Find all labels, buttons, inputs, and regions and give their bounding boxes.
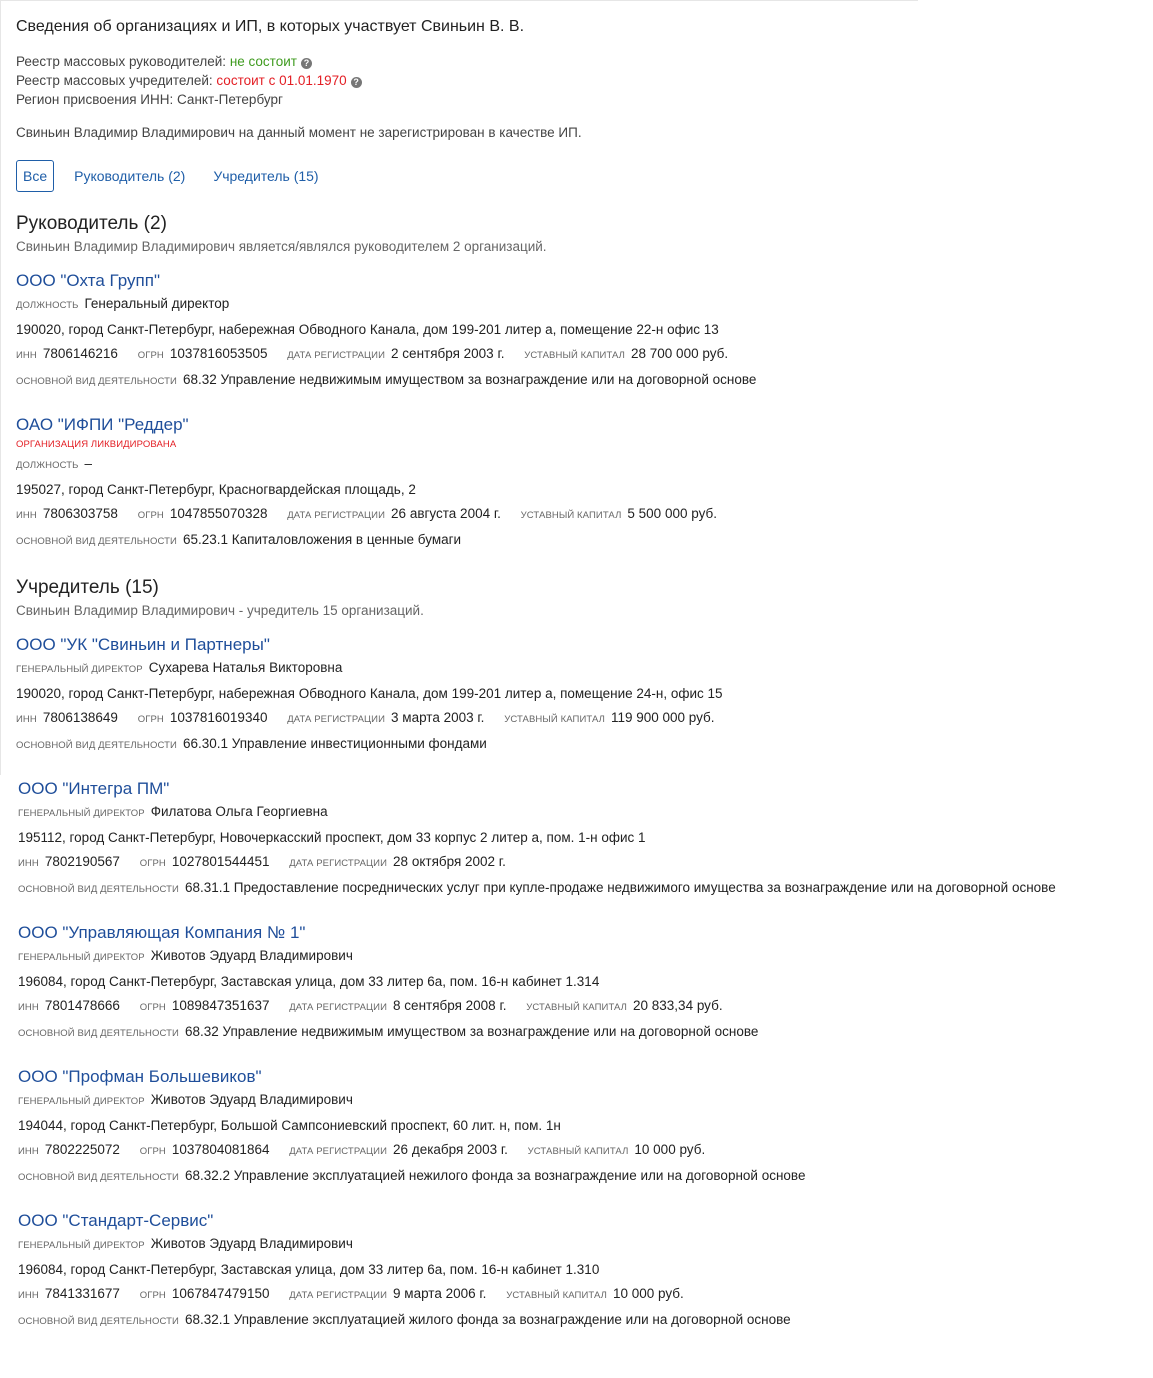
inn-region-row <box>16 90 1146 109</box>
capital-value: 10 000 руб. <box>634 1142 706 1157</box>
address: 195112, город Санкт-Петербург, Новочеркасский проспект, дом 33 корпус 2 литер а, пом. 1-н офис 1 <box>18 830 646 845</box>
mass-founders-value: состоит с 01.01.1970 <box>216 73 347 88</box>
ogrn-value: 1047855070328 <box>169 506 268 521</box>
address: 196084, город Санкт-Петербург, Заставская улица, дом 33 литер 6а, пом. 16-н кабинет 1.310 <box>18 1262 600 1277</box>
capital-label: УСТАВНЫЙ КАПИТАЛ <box>504 714 605 725</box>
activity-value: 68.32.2 Управление эксплуатацией нежилого фонда за вознаграждение или на договорной основе <box>184 1168 806 1183</box>
ogrn-label: ОГРН <box>139 1146 166 1157</box>
ogrn-label: ОГРН <box>139 858 166 869</box>
activity-label: ОСНОВНОЙ ВИД ДЕЯТЕЛЬНОСТИ <box>18 884 179 895</box>
inn-label: ИНН <box>18 1002 39 1013</box>
activity-row <box>16 368 1146 394</box>
activity-value: 68.31.1 Предоставление посреднических услуг при купле-продаже недвижимого имущества за вознаграждение или на договорной основе <box>184 880 1056 895</box>
address: 190020, город Санкт-Петербург, набережная Обводного Канала, дом 199-201 литер а, помещение 24-н, офис 15 <box>16 686 723 701</box>
capital-label: УСТАВНЫЙ КАПИТАЛ <box>524 350 626 361</box>
activity-label: ОСНОВНОЙ ВИД ДЕЯТЕЛЬНОСТИ <box>16 376 177 387</box>
director-section-subtitle: Свиньин Владимир Владимирович является/являлся руководителем 2 организаций. <box>16 239 547 254</box>
address: 190020, город Санкт-Петербург, набережная Обводного Канала, дом 199-201 литер а, помещение 22-н офис 13 <box>16 322 719 337</box>
capital-label: УСТАВНЫЙ КАПИТАЛ <box>526 1002 628 1013</box>
position-row <box>16 452 1146 478</box>
capital-label: УСТАВНЫЙ КАПИТАЛ <box>506 1290 607 1301</box>
inn-value: 7802225072 <box>44 1142 120 1157</box>
inn-label: ИНН <box>16 714 37 725</box>
ogrn-value: 1037816053505 <box>169 346 268 361</box>
inn-region-label: Регион присвоения ИНН: <box>16 92 174 107</box>
org-card <box>16 414 1146 554</box>
reg-date-label: ДАТА РЕГИСТРАЦИИ <box>287 350 386 361</box>
help-icon[interactable]: ? <box>351 77 362 88</box>
requisites-row <box>18 1138 1146 1164</box>
requisites-row <box>16 706 1146 732</box>
founder-section-title: Учредитель (15) <box>16 577 159 598</box>
ogrn-value: 1089847351637 <box>171 998 270 1013</box>
ip-note: Свиньин Владимир Владимирович на данный момент не зарегистрирован в качестве ИП. <box>16 125 582 140</box>
tab-founder[interactable]: Учредитель (15) <box>213 168 319 184</box>
org-name-link[interactable]: ООО "Управляющая Компания № 1" <box>18 923 306 942</box>
reg-date-value: 8 сентября 2008 г. <box>393 998 507 1013</box>
director-section <box>16 212 1146 554</box>
director-value: Животов Эдуард Владимирович <box>150 1236 353 1251</box>
org-name-link[interactable]: ООО "Профман Большевиков" <box>18 1067 262 1086</box>
inn-label: ИНН <box>16 510 37 521</box>
director-row <box>18 800 1146 826</box>
requisites-row <box>16 342 1146 368</box>
mass-directors-value: не состоит <box>229 54 297 69</box>
capital-value: 5 500 000 руб. <box>627 506 717 521</box>
reg-date-value: 26 декабря 2003 г. <box>393 1142 508 1157</box>
content <box>16 0 1146 1334</box>
org-card <box>18 1210 1146 1334</box>
activity-label: ОСНОВНОЙ ВИД ДЕЯТЕЛЬНОСТИ <box>18 1316 179 1327</box>
org-name-link[interactable]: ОАО "ИФПИ "Реддер" <box>16 415 189 434</box>
liquidated-status: ОРГАНИЗАЦИЯ ЛИКВИДИРОВАНА <box>16 439 177 450</box>
inn-label: ИНН <box>18 858 39 869</box>
tab-director[interactable]: Руководитель (2) <box>74 168 186 184</box>
mass-founders-row <box>16 71 1146 90</box>
ogrn-label: ОГРН <box>137 510 164 521</box>
reg-date-label: ДАТА РЕГИСТРАЦИИ <box>287 714 386 725</box>
org-name-link[interactable]: ООО "Интегра ПМ" <box>18 779 170 798</box>
reg-date-value: 9 марта 2006 г. <box>393 1286 487 1301</box>
filter-tabs <box>16 160 1146 192</box>
reg-date-value: 3 марта 2003 г. <box>391 710 485 725</box>
position-label: ДОЛЖНОСТЬ <box>16 460 79 471</box>
position-row <box>16 292 1146 318</box>
registry-info <box>16 52 1146 109</box>
requisites-row <box>16 502 1146 528</box>
reg-date-label: ДАТА РЕГИСТРАЦИИ <box>289 1146 388 1157</box>
org-card <box>18 1066 1146 1190</box>
reg-date-label: ДАТА РЕГИСТРАЦИИ <box>289 1002 388 1013</box>
inn-value: 7841331677 <box>44 1286 120 1301</box>
director-label: ГЕНЕРАЛЬНЫЙ ДИРЕКТОР <box>18 1096 145 1107</box>
director-label: ГЕНЕРАЛЬНЫЙ ДИРЕКТОР <box>16 664 143 675</box>
activity-row <box>16 732 1146 758</box>
page-title: Сведения об организациях и ИП, в которых участвует Свиньин В. В. <box>16 18 525 35</box>
ogrn-value: 1037816019340 <box>169 710 268 725</box>
director-value: Животов Эдуард Владимирович <box>150 1092 353 1107</box>
founder-section <box>16 576 1146 1334</box>
position-value: Генеральный директор <box>84 296 230 311</box>
capital-value: 28 700 000 руб. <box>631 346 729 361</box>
address: 196084, город Санкт-Петербург, Заставская улица, дом 33 литер 6а, пом. 16-н кабинет 1.314 <box>18 974 600 989</box>
reg-date-value: 26 августа 2004 г. <box>391 506 501 521</box>
director-row <box>18 944 1146 970</box>
inn-value: 7801478666 <box>44 998 120 1013</box>
org-card <box>18 778 1146 902</box>
address: 194044, город Санкт-Петербург, Большой Сампсониевский проспект, 60 лит. н, пом. 1н <box>18 1118 561 1133</box>
director-value: Животов Эдуард Владимирович <box>150 948 353 963</box>
requisites-row <box>18 850 1146 876</box>
tab-all[interactable]: Все <box>16 160 54 192</box>
reg-date-value: 2 сентября 2003 г. <box>391 346 505 361</box>
capital-value: 10 000 руб. <box>612 1286 684 1301</box>
activity-value: 68.32.1 Управление эксплуатацией жилого фонда за вознаграждение или на договорной основе <box>184 1312 791 1327</box>
address: 195027, город Санкт-Петербург, Красногвардейская площадь, 2 <box>16 482 416 497</box>
inn-region-value: Санкт-Петербург <box>177 92 283 107</box>
director-value: Филатова Ольга Георгиевна <box>150 804 328 819</box>
activity-label: ОСНОВНОЙ ВИД ДЕЯТЕЛЬНОСТИ <box>16 740 177 751</box>
requisites-row <box>18 994 1146 1020</box>
reg-date-value: 28 октября 2002 г. <box>393 854 506 869</box>
director-row <box>16 656 1146 682</box>
inn-value: 7802190567 <box>44 854 120 869</box>
director-row <box>18 1088 1146 1114</box>
frame-left-border <box>0 0 1 775</box>
director-label: ГЕНЕРАЛЬНЫЙ ДИРЕКТОР <box>18 952 145 963</box>
capital-value: 20 833,34 руб. <box>633 998 723 1013</box>
director-label: ГЕНЕРАЛЬНЫЙ ДИРЕКТОР <box>18 808 145 819</box>
activity-value: 65.23.1 Капиталовложения в ценные бумаги <box>182 532 462 547</box>
inn-value: 7806303758 <box>42 506 118 521</box>
inn-value: 7806138649 <box>42 710 118 725</box>
activity-row <box>18 1308 1146 1334</box>
reg-date-label: ДАТА РЕГИСТРАЦИИ <box>289 1290 388 1301</box>
activity-label: ОСНОВНОЙ ВИД ДЕЯТЕЛЬНОСТИ <box>18 1028 179 1039</box>
ogrn-label: ОГРН <box>139 1290 166 1301</box>
capital-label: УСТАВНЫЙ КАПИТАЛ <box>520 510 622 521</box>
capital-label: УСТАВНЫЙ КАПИТАЛ <box>527 1146 629 1157</box>
inn-label: ИНН <box>18 1290 39 1301</box>
mass-founders-label: Реестр массовых учредителей: <box>16 73 213 88</box>
director-row <box>18 1232 1146 1258</box>
org-name-link[interactable]: ООО "Стандарт-Сервис" <box>18 1211 214 1230</box>
activity-row <box>16 528 1146 554</box>
ogrn-value: 1027801544451 <box>171 854 270 869</box>
ogrn-value: 1067847479150 <box>171 1286 270 1301</box>
org-name-link[interactable]: ООО "УК "Свиньин и Партнеры" <box>16 635 270 654</box>
activity-row <box>18 1020 1146 1046</box>
activity-value: 68.32 Управление недвижимым имуществом за вознаграждение или на договорной основе <box>184 1024 759 1039</box>
inn-label: ИНН <box>18 1146 39 1157</box>
inn-label: ИНН <box>16 350 37 361</box>
director-label: ГЕНЕРАЛЬНЫЙ ДИРЕКТОР <box>18 1240 145 1251</box>
activity-row <box>18 1164 1146 1190</box>
ogrn-value: 1037804081864 <box>171 1142 270 1157</box>
activity-row <box>18 876 1146 902</box>
activity-label: ОСНОВНОЙ ВИД ДЕЯТЕЛЬНОСТИ <box>18 1172 179 1183</box>
inn-value: 7806146216 <box>42 346 118 361</box>
activity-label: ОСНОВНОЙ ВИД ДЕЯТЕЛЬНОСТИ <box>16 536 177 547</box>
reg-date-label: ДАТА РЕГИСТРАЦИИ <box>289 858 388 869</box>
position-value: – <box>84 456 92 471</box>
ogrn-label: ОГРН <box>139 1002 166 1013</box>
org-name-link[interactable]: ООО "Охта Групп" <box>16 271 161 290</box>
position-label: ДОЛЖНОСТЬ <box>16 300 79 311</box>
director-value: Сухарева Наталья Викторовна <box>148 660 343 675</box>
founder-section-subtitle: Свиньин Владимир Владимирович - учредитель 15 организаций. <box>16 603 424 618</box>
capital-value: 119 900 000 руб. <box>610 710 715 725</box>
requisites-row <box>18 1282 1146 1308</box>
org-card <box>18 922 1146 1046</box>
org-card <box>16 270 1146 394</box>
reg-date-label: ДАТА РЕГИСТРАЦИИ <box>287 510 386 521</box>
ogrn-label: ОГРН <box>137 350 164 361</box>
activity-value: 68.32 Управление недвижимым имуществом за вознаграждение или на договорной основе <box>182 372 757 387</box>
director-section-title: Руководитель (2) <box>16 213 167 234</box>
mass-directors-row <box>16 52 1146 71</box>
activity-value: 66.30.1 Управление инвестиционными фондами <box>182 736 487 751</box>
help-icon[interactable]: ? <box>301 58 312 69</box>
org-card <box>16 634 1146 758</box>
ogrn-label: ОГРН <box>137 714 164 725</box>
mass-directors-label: Реестр массовых руководителей: <box>16 54 227 69</box>
